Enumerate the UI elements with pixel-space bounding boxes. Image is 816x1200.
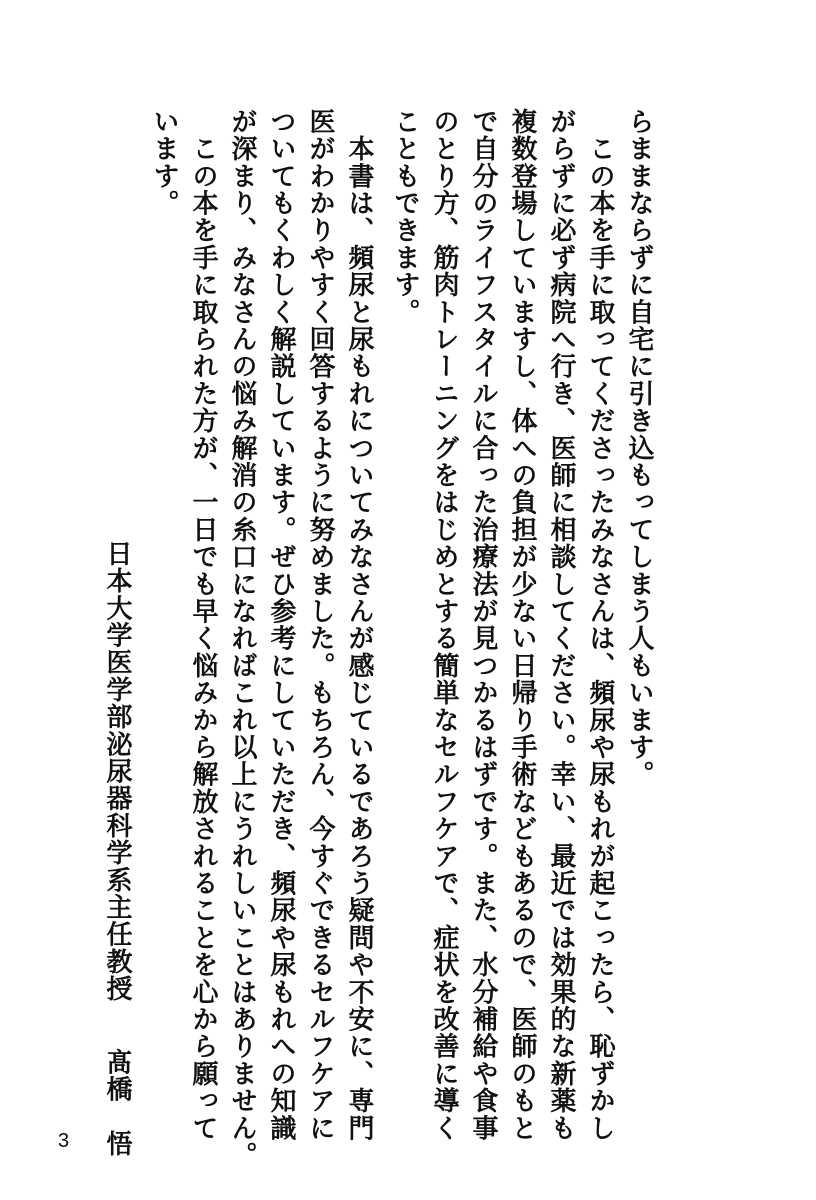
text-line: こともできます。 [390,108,420,326]
text-line: で自分のライフスタイルに合った治療法が見つかるはずです。また、水分補給や食事 [468,108,498,1142]
text-line: のとり方、筋肉トレーニングをはじめとする簡単なセルフケアで、症状を改善に導く [429,108,459,1142]
text-line: が深まり、みなさんの悩み解消の糸口になればこれ以上にうれしいことはありません。 [227,108,257,1169]
text-line: 医がわかりやすく回答するように努めました。もちろん、今すぐできるセルフケアに [305,108,335,1142]
text-line: らままならずに自宅に引き込もってしまう人もいます。 [624,108,654,788]
text-line: この本を手に取られた方が、一日でも早く悩みから解放されることを心から願って [188,108,218,1142]
text-line: がらずに必ず病院へ行き、医師に相談してください。幸い、最近では効果的な新薬も [546,108,576,1142]
author-name: 髙橋 悟 [102,1048,132,1158]
text-line: 複数登場していますし、体への負担が少ない日帰り手術などもあるので、医師のもと [507,108,537,1142]
author-affiliation: 日本大学医学部泌尿器科学系主任教授 [102,540,132,1003]
text-line: 本書は、頻尿と尿もれについてみなさんが感じているであろう疑問や不安に、専門 [344,108,374,1142]
text-line: います。 [149,108,179,217]
page-number: 3 [58,1130,70,1152]
author-signature [100,540,133,1157]
text-line: ついてもくわしく解説しています。ぜひ参考にしていただき、頻尿や尿もれへの知識 [266,108,296,1142]
text-line: この本を手に取ってくださったみなさんは、頻尿や尿もれが起こったら、恥ずかし [585,108,615,1142]
